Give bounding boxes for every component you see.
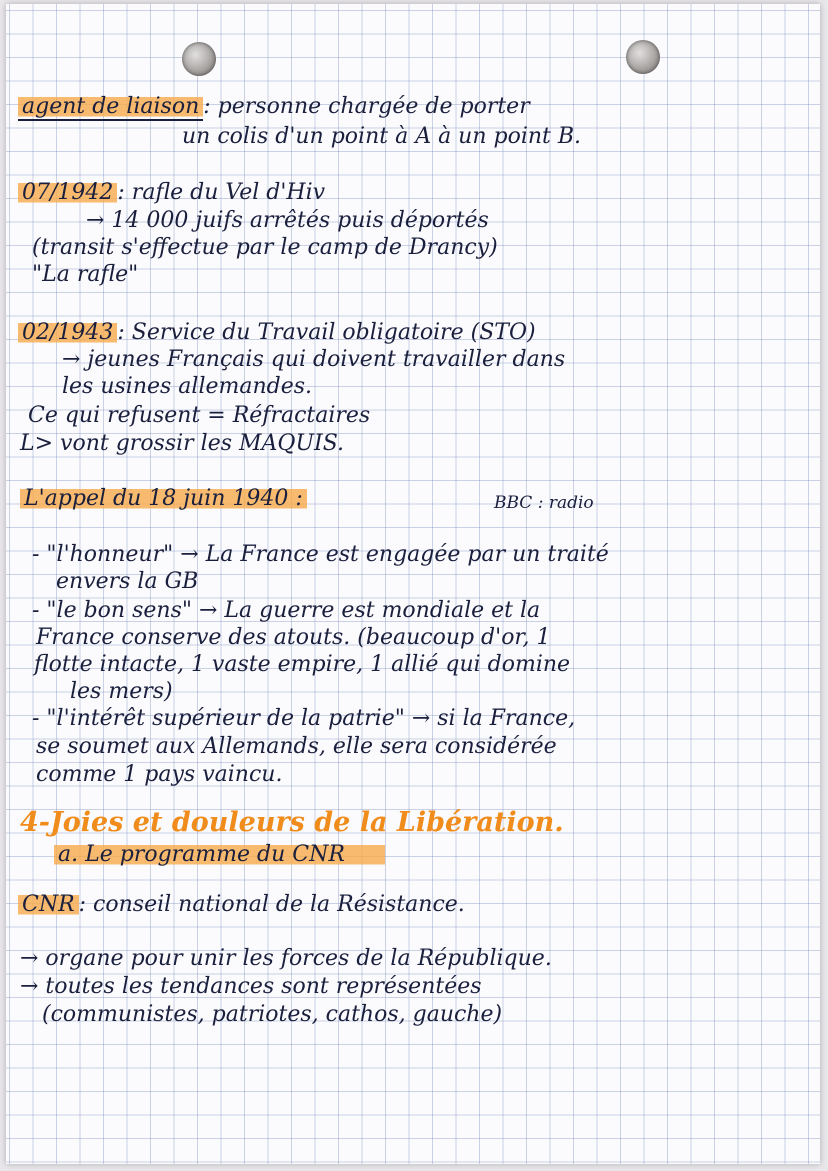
appel-line-9: comme 1 pays vaincu.: [36, 762, 283, 787]
rafle-line-1: → 14 000 juifs arrêtés puis déportés: [86, 208, 489, 233]
appel-line-7: - "l'intérêt supérieur de la patrie" → si la France,: [32, 706, 576, 731]
appel-note: BBC : radio: [494, 493, 594, 513]
agent-def-2: un colis d'un point à A à un point B.: [182, 124, 582, 149]
appel-line-4: France conserve des atouts. (beaucoup d'or, 1: [36, 625, 551, 650]
appel-title: L'appel du 18 juin 1940 :: [20, 486, 307, 511]
rafle-heading: [18, 180, 325, 206]
cnr-line-2: → toutes les tendances sont représentées: [20, 974, 482, 999]
rafle-date: 07/1942: [18, 180, 117, 205]
notebook-page: [6, 4, 820, 1164]
sto-line-2: les usines allemandes.: [62, 374, 313, 399]
rafle-line-3: "La rafle": [32, 262, 139, 287]
cnr-line-3: (communistes, patriotes, cathos, gauche): [42, 1002, 503, 1027]
sto-heading: [18, 320, 536, 346]
sto-line-4: L> vont grossir les MAQUIS.: [20, 431, 344, 456]
cnr-line-1: → organe pour unir les forces de la République.: [20, 946, 552, 971]
section-sub-row: [54, 842, 385, 868]
appel-line-1: - "l'honneur" → La France est engagée par un traité: [32, 542, 609, 567]
section-sub: a. Le programme du CNR: [54, 842, 385, 867]
sto-title: : Service du Travail obligatoire (STO): [117, 320, 536, 345]
sto-line-1: → jeunes Français qui doivent travailler dans: [62, 347, 566, 372]
appel-line-3: - "le bon sens" → La guerre est mondiale et la: [32, 598, 541, 623]
appel-line-8: se soumet aux Allemands, elle sera considérée: [36, 734, 557, 759]
agent-def-1: : personne chargée de porter: [203, 94, 530, 119]
binder-hole-left: [182, 42, 216, 76]
section-title: 4-Joies et douleurs de la Libération.: [20, 807, 564, 838]
sto-line-3: Ce qui refusent = Réfractaires: [28, 403, 371, 428]
cnr-term: CNR: [18, 892, 79, 917]
appel-heading: [20, 486, 307, 512]
appel-line-5: flotte intacte, 1 vaste empire, 1 allié qui domine: [34, 652, 571, 677]
cnr-heading: [18, 892, 465, 918]
agent-term: agent de liaison: [18, 94, 203, 121]
sto-date: 02/1943: [18, 320, 117, 345]
binder-hole-right: [626, 40, 660, 74]
cnr-def: : conseil national de la Résistance.: [78, 892, 465, 917]
rafle-line-2: (transit s'effectue par le camp de Drancy): [32, 235, 498, 260]
agent-line-1: [18, 94, 530, 120]
appel-line-2: envers la GB: [56, 569, 199, 594]
rafle-title: : rafle du Vel d'Hiv: [117, 180, 326, 205]
appel-line-6: les mers): [70, 679, 173, 704]
